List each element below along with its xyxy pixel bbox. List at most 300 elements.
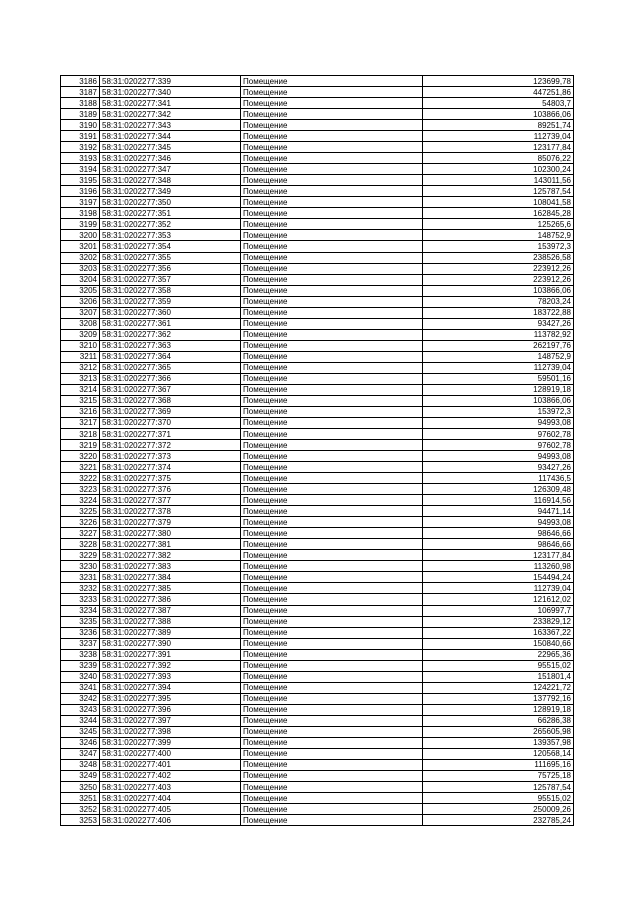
row-number: 3233 xyxy=(61,594,100,605)
row-number: 3253 xyxy=(61,815,100,826)
table-row xyxy=(61,594,574,605)
object-type: Помещение xyxy=(241,87,423,98)
object-type: Помещение xyxy=(241,616,423,627)
row-number: 3228 xyxy=(61,539,100,550)
row-number: 3247 xyxy=(61,748,100,759)
cadastral-number: 58:31:0202277:399 xyxy=(100,737,241,748)
table-row xyxy=(61,638,574,649)
cadastral-number: 58:31:0202277:387 xyxy=(100,605,241,616)
row-number: 3187 xyxy=(61,87,100,98)
cadastral-table xyxy=(60,75,574,826)
row-number: 3235 xyxy=(61,616,100,627)
cadastral-value: 120568,14 xyxy=(423,748,574,759)
table-row xyxy=(61,440,574,451)
cadastral-number: 58:31:0202277:391 xyxy=(100,649,241,660)
row-number: 3199 xyxy=(61,219,100,230)
table-row xyxy=(61,660,574,671)
cadastral-number: 58:31:0202277:371 xyxy=(100,429,241,440)
row-number: 3189 xyxy=(61,109,100,120)
cadastral-value: 95515,02 xyxy=(423,660,574,671)
cadastral-number: 58:31:0202277:406 xyxy=(100,815,241,826)
cadastral-value: 102300,24 xyxy=(423,164,574,175)
row-number: 3249 xyxy=(61,770,100,781)
cadastral-number: 58:31:0202277:376 xyxy=(100,484,241,495)
row-number: 3221 xyxy=(61,462,100,473)
cadastral-value: 126309,48 xyxy=(423,484,574,495)
row-number: 3200 xyxy=(61,230,100,241)
table-row xyxy=(61,263,574,274)
cadastral-value: 106997,7 xyxy=(423,605,574,616)
object-type: Помещение xyxy=(241,362,423,373)
cadastral-value: 112739,04 xyxy=(423,131,574,142)
cadastral-value: 113260,98 xyxy=(423,561,574,572)
cadastral-value: 93427,26 xyxy=(423,462,574,473)
cadastral-number: 58:31:0202277:368 xyxy=(100,395,241,406)
cadastral-value: 123177,84 xyxy=(423,550,574,561)
object-type: Помещение xyxy=(241,517,423,528)
object-type: Помещение xyxy=(241,186,423,197)
table-row xyxy=(61,693,574,704)
table-row xyxy=(61,627,574,638)
object-type: Помещение xyxy=(241,451,423,462)
row-number: 3224 xyxy=(61,495,100,506)
table-row xyxy=(61,98,574,109)
cadastral-number: 58:31:0202277:350 xyxy=(100,197,241,208)
cadastral-number: 58:31:0202277:382 xyxy=(100,550,241,561)
object-type: Помещение xyxy=(241,120,423,131)
table-row xyxy=(61,186,574,197)
object-type: Помещение xyxy=(241,782,423,793)
cadastral-number: 58:31:0202277:362 xyxy=(100,329,241,340)
table-row xyxy=(61,274,574,285)
object-type: Помещение xyxy=(241,550,423,561)
cadastral-number: 58:31:0202277:366 xyxy=(100,373,241,384)
table-row xyxy=(61,748,574,759)
cadastral-number: 58:31:0202277:394 xyxy=(100,682,241,693)
cadastral-number: 58:31:0202277:404 xyxy=(100,793,241,804)
table-row xyxy=(61,241,574,252)
row-number: 3244 xyxy=(61,715,100,726)
table-row xyxy=(61,804,574,815)
cadastral-value: 98646,66 xyxy=(423,539,574,550)
table-row xyxy=(61,120,574,131)
object-type: Помещение xyxy=(241,682,423,693)
cadastral-number: 58:31:0202277:353 xyxy=(100,230,241,241)
table-row xyxy=(61,815,574,826)
row-number: 3248 xyxy=(61,759,100,770)
cadastral-number: 58:31:0202277:345 xyxy=(100,142,241,153)
cadastral-value: 103866,06 xyxy=(423,285,574,296)
cadastral-number: 58:31:0202277:359 xyxy=(100,296,241,307)
cadastral-value: 154494,24 xyxy=(423,572,574,583)
cadastral-value: 97602,78 xyxy=(423,429,574,440)
table-row xyxy=(61,782,574,793)
object-type: Помещение xyxy=(241,440,423,451)
object-type: Помещение xyxy=(241,715,423,726)
cadastral-value: 94993,08 xyxy=(423,517,574,528)
cadastral-number: 58:31:0202277:392 xyxy=(100,660,241,671)
cadastral-value: 153972,3 xyxy=(423,241,574,252)
table-row xyxy=(61,252,574,263)
row-number: 3234 xyxy=(61,605,100,616)
cadastral-value: 59501,16 xyxy=(423,373,574,384)
cadastral-value: 233829,12 xyxy=(423,616,574,627)
cadastral-number: 58:31:0202277:341 xyxy=(100,98,241,109)
table-row xyxy=(61,484,574,495)
row-number: 3226 xyxy=(61,517,100,528)
cadastral-value: 112739,04 xyxy=(423,583,574,594)
row-number: 3231 xyxy=(61,572,100,583)
cadastral-value: 163367,22 xyxy=(423,627,574,638)
cadastral-value: 150840,66 xyxy=(423,638,574,649)
row-number: 3218 xyxy=(61,429,100,440)
cadastral-number: 58:31:0202277:403 xyxy=(100,782,241,793)
table-row xyxy=(61,230,574,241)
cadastral-value: 238526,58 xyxy=(423,252,574,263)
row-number: 3205 xyxy=(61,285,100,296)
cadastral-value: 153972,3 xyxy=(423,406,574,417)
object-type: Помещение xyxy=(241,704,423,715)
object-type: Помещение xyxy=(241,351,423,362)
cadastral-value: 124221,72 xyxy=(423,682,574,693)
row-number: 3193 xyxy=(61,153,100,164)
cadastral-number: 58:31:0202277:398 xyxy=(100,726,241,737)
row-number: 3217 xyxy=(61,417,100,428)
object-type: Помещение xyxy=(241,528,423,539)
row-number: 3216 xyxy=(61,406,100,417)
table-row xyxy=(61,351,574,362)
object-type: Помещение xyxy=(241,263,423,274)
cadastral-number: 58:31:0202277:343 xyxy=(100,120,241,131)
table-row xyxy=(61,197,574,208)
cadastral-value: 94471,14 xyxy=(423,506,574,517)
object-type: Помещение xyxy=(241,340,423,351)
cadastral-number: 58:31:0202277:389 xyxy=(100,627,241,638)
object-type: Помещение xyxy=(241,98,423,109)
row-number: 3197 xyxy=(61,197,100,208)
cadastral-value: 75725,18 xyxy=(423,770,574,781)
cadastral-number: 58:31:0202277:400 xyxy=(100,748,241,759)
table-row xyxy=(61,175,574,186)
table-row xyxy=(61,616,574,627)
cadastral-value: 111695,16 xyxy=(423,759,574,770)
cadastral-number: 58:31:0202277:401 xyxy=(100,759,241,770)
table-row xyxy=(61,572,574,583)
object-type: Помещение xyxy=(241,429,423,440)
row-number: 3212 xyxy=(61,362,100,373)
object-type: Помещение xyxy=(241,605,423,616)
object-type: Помещение xyxy=(241,318,423,329)
cadastral-number: 58:31:0202277:383 xyxy=(100,561,241,572)
table-row xyxy=(61,329,574,340)
table-row xyxy=(61,153,574,164)
table-row xyxy=(61,307,574,318)
cadastral-number: 58:31:0202277:339 xyxy=(100,76,241,87)
table-row xyxy=(61,142,574,153)
cadastral-value: 137792,16 xyxy=(423,693,574,704)
cadastral-value: 223912,26 xyxy=(423,263,574,274)
object-type: Помещение xyxy=(241,142,423,153)
table-row xyxy=(61,406,574,417)
cadastral-number: 58:31:0202277:344 xyxy=(100,131,241,142)
table-row xyxy=(61,131,574,142)
object-type: Помещение xyxy=(241,131,423,142)
cadastral-number: 58:31:0202277:375 xyxy=(100,473,241,484)
row-number: 3211 xyxy=(61,351,100,362)
cadastral-number: 58:31:0202277:396 xyxy=(100,704,241,715)
table-row xyxy=(61,384,574,395)
object-type: Помещение xyxy=(241,793,423,804)
cadastral-value: 94993,08 xyxy=(423,417,574,428)
object-type: Помещение xyxy=(241,462,423,473)
row-number: 3220 xyxy=(61,451,100,462)
cadastral-value: 121612,02 xyxy=(423,594,574,605)
row-number: 3225 xyxy=(61,506,100,517)
row-number: 3188 xyxy=(61,98,100,109)
cadastral-value: 250009,26 xyxy=(423,804,574,815)
cadastral-value: 103866,06 xyxy=(423,109,574,120)
row-number: 3215 xyxy=(61,395,100,406)
object-type: Помещение xyxy=(241,539,423,550)
object-type: Помещение xyxy=(241,583,423,594)
row-number: 3204 xyxy=(61,274,100,285)
cadastral-value: 54803,7 xyxy=(423,98,574,109)
cadastral-number: 58:31:0202277:377 xyxy=(100,495,241,506)
cadastral-number: 58:31:0202277:388 xyxy=(100,616,241,627)
object-type: Помещение xyxy=(241,748,423,759)
cadastral-number: 58:31:0202277:397 xyxy=(100,715,241,726)
cadastral-value: 123177,84 xyxy=(423,142,574,153)
row-number: 3203 xyxy=(61,263,100,274)
object-type: Помещение xyxy=(241,815,423,826)
cadastral-number: 58:31:0202277:379 xyxy=(100,517,241,528)
cadastral-number: 58:31:0202277:395 xyxy=(100,693,241,704)
cadastral-value: 108041,58 xyxy=(423,197,574,208)
row-number: 3245 xyxy=(61,726,100,737)
cadastral-number: 58:31:0202277:386 xyxy=(100,594,241,605)
cadastral-number: 58:31:0202277:349 xyxy=(100,186,241,197)
object-type: Помещение xyxy=(241,252,423,263)
object-type: Помещение xyxy=(241,759,423,770)
row-number: 3237 xyxy=(61,638,100,649)
cadastral-number: 58:31:0202277:355 xyxy=(100,252,241,263)
table-row xyxy=(61,296,574,307)
cadastral-value: 162845,28 xyxy=(423,208,574,219)
cadastral-value: 139357,98 xyxy=(423,737,574,748)
object-type: Помещение xyxy=(241,307,423,318)
cadastral-value: 78203,24 xyxy=(423,296,574,307)
cadastral-value: 66286,38 xyxy=(423,715,574,726)
row-number: 3232 xyxy=(61,583,100,594)
cadastral-value: 148752,9 xyxy=(423,351,574,362)
row-number: 3229 xyxy=(61,550,100,561)
cadastral-value: 151801,4 xyxy=(423,671,574,682)
row-number: 3201 xyxy=(61,241,100,252)
table-row xyxy=(61,451,574,462)
row-number: 3243 xyxy=(61,704,100,715)
table-row xyxy=(61,605,574,616)
cadastral-value: 148752,9 xyxy=(423,230,574,241)
cadastral-number: 58:31:0202277:384 xyxy=(100,572,241,583)
object-type: Помещение xyxy=(241,495,423,506)
table-row xyxy=(61,87,574,98)
cadastral-number: 58:31:0202277:340 xyxy=(100,87,241,98)
cadastral-value: 22965,36 xyxy=(423,649,574,660)
table-row xyxy=(61,495,574,506)
table-row xyxy=(61,285,574,296)
row-number: 3240 xyxy=(61,671,100,682)
cadastral-value: 85076,22 xyxy=(423,153,574,164)
table-row xyxy=(61,561,574,572)
table-row xyxy=(61,417,574,428)
table-body xyxy=(61,76,574,826)
row-number: 3210 xyxy=(61,340,100,351)
object-type: Помещение xyxy=(241,219,423,230)
table-row xyxy=(61,506,574,517)
cadastral-number: 58:31:0202277:381 xyxy=(100,539,241,550)
object-type: Помещение xyxy=(241,660,423,671)
object-type: Помещение xyxy=(241,737,423,748)
row-number: 3250 xyxy=(61,782,100,793)
cadastral-number: 58:31:0202277:347 xyxy=(100,164,241,175)
table-row xyxy=(61,208,574,219)
cadastral-number: 58:31:0202277:358 xyxy=(100,285,241,296)
cadastral-value: 94993,08 xyxy=(423,451,574,462)
cadastral-number: 58:31:0202277:390 xyxy=(100,638,241,649)
object-type: Помещение xyxy=(241,473,423,484)
table-row xyxy=(61,340,574,351)
row-number: 3214 xyxy=(61,384,100,395)
cadastral-number: 58:31:0202277:405 xyxy=(100,804,241,815)
row-number: 3238 xyxy=(61,649,100,660)
table-row xyxy=(61,373,574,384)
object-type: Помещение xyxy=(241,285,423,296)
table-row xyxy=(61,76,574,87)
table-row xyxy=(61,671,574,682)
table-row xyxy=(61,164,574,175)
table-row xyxy=(61,528,574,539)
table-row xyxy=(61,770,574,781)
table-row xyxy=(61,517,574,528)
cadastral-number: 58:31:0202277:374 xyxy=(100,462,241,473)
cadastral-value: 117436,5 xyxy=(423,473,574,484)
cadastral-value: 89251,74 xyxy=(423,120,574,131)
row-number: 3206 xyxy=(61,296,100,307)
cadastral-number: 58:31:0202277:380 xyxy=(100,528,241,539)
cadastral-value: 447251,86 xyxy=(423,87,574,98)
object-type: Помещение xyxy=(241,384,423,395)
table-row xyxy=(61,583,574,594)
object-type: Помещение xyxy=(241,804,423,815)
table-row xyxy=(61,362,574,373)
table-row xyxy=(61,550,574,561)
row-number: 3227 xyxy=(61,528,100,539)
cadastral-value: 123699,78 xyxy=(423,76,574,87)
row-number: 3222 xyxy=(61,473,100,484)
object-type: Помещение xyxy=(241,770,423,781)
row-number: 3208 xyxy=(61,318,100,329)
cadastral-number: 58:31:0202277:365 xyxy=(100,362,241,373)
object-type: Помещение xyxy=(241,693,423,704)
table-row xyxy=(61,539,574,550)
object-type: Помещение xyxy=(241,572,423,583)
object-type: Помещение xyxy=(241,230,423,241)
object-type: Помещение xyxy=(241,406,423,417)
table-row xyxy=(61,219,574,230)
table-row xyxy=(61,737,574,748)
cadastral-value: 223912,26 xyxy=(423,274,574,285)
row-number: 3209 xyxy=(61,329,100,340)
cadastral-number: 58:31:0202277:402 xyxy=(100,770,241,781)
cadastral-number: 58:31:0202277:363 xyxy=(100,340,241,351)
cadastral-value: 125265,6 xyxy=(423,219,574,230)
table-row xyxy=(61,318,574,329)
table-row xyxy=(61,682,574,693)
row-number: 3246 xyxy=(61,737,100,748)
object-type: Помещение xyxy=(241,329,423,340)
object-type: Помещение xyxy=(241,153,423,164)
row-number: 3198 xyxy=(61,208,100,219)
object-type: Помещение xyxy=(241,594,423,605)
table-row xyxy=(61,649,574,660)
cadastral-value: 93427,26 xyxy=(423,318,574,329)
cadastral-number: 58:31:0202277:373 xyxy=(100,451,241,462)
cadastral-value: 103866,06 xyxy=(423,395,574,406)
cadastral-number: 58:31:0202277:356 xyxy=(100,263,241,274)
object-type: Помещение xyxy=(241,175,423,186)
row-number: 3251 xyxy=(61,793,100,804)
cadastral-value: 143011,56 xyxy=(423,175,574,186)
cadastral-value: 232785,24 xyxy=(423,815,574,826)
object-type: Помещение xyxy=(241,671,423,682)
table-row xyxy=(61,726,574,737)
cadastral-number: 58:31:0202277:372 xyxy=(100,440,241,451)
cadastral-number: 58:31:0202277:378 xyxy=(100,506,241,517)
object-type: Помещение xyxy=(241,506,423,517)
object-type: Помещение xyxy=(241,208,423,219)
cadastral-number: 58:31:0202277:361 xyxy=(100,318,241,329)
cadastral-value: 97602,78 xyxy=(423,440,574,451)
row-number: 3190 xyxy=(61,120,100,131)
cadastral-number: 58:31:0202277:342 xyxy=(100,109,241,120)
cadastral-number: 58:31:0202277:357 xyxy=(100,274,241,285)
object-type: Помещение xyxy=(241,484,423,495)
object-type: Помещение xyxy=(241,638,423,649)
cadastral-number: 58:31:0202277:346 xyxy=(100,153,241,164)
cadastral-value: 116914,56 xyxy=(423,495,574,506)
cadastral-number: 58:31:0202277:369 xyxy=(100,406,241,417)
object-type: Помещение xyxy=(241,649,423,660)
cadastral-number: 58:31:0202277:367 xyxy=(100,384,241,395)
row-number: 3194 xyxy=(61,164,100,175)
row-number: 3207 xyxy=(61,307,100,318)
object-type: Помещение xyxy=(241,109,423,120)
cadastral-number: 58:31:0202277:364 xyxy=(100,351,241,362)
cadastral-value: 125787,54 xyxy=(423,782,574,793)
cadastral-number: 58:31:0202277:348 xyxy=(100,175,241,186)
row-number: 3195 xyxy=(61,175,100,186)
object-type: Помещение xyxy=(241,76,423,87)
row-number: 3219 xyxy=(61,440,100,451)
object-type: Помещение xyxy=(241,627,423,638)
cadastral-number: 58:31:0202277:351 xyxy=(100,208,241,219)
cadastral-value: 95515,02 xyxy=(423,793,574,804)
row-number: 3252 xyxy=(61,804,100,815)
table-row xyxy=(61,429,574,440)
cadastral-value: 125787,54 xyxy=(423,186,574,197)
table-row xyxy=(61,473,574,484)
table-row xyxy=(61,715,574,726)
